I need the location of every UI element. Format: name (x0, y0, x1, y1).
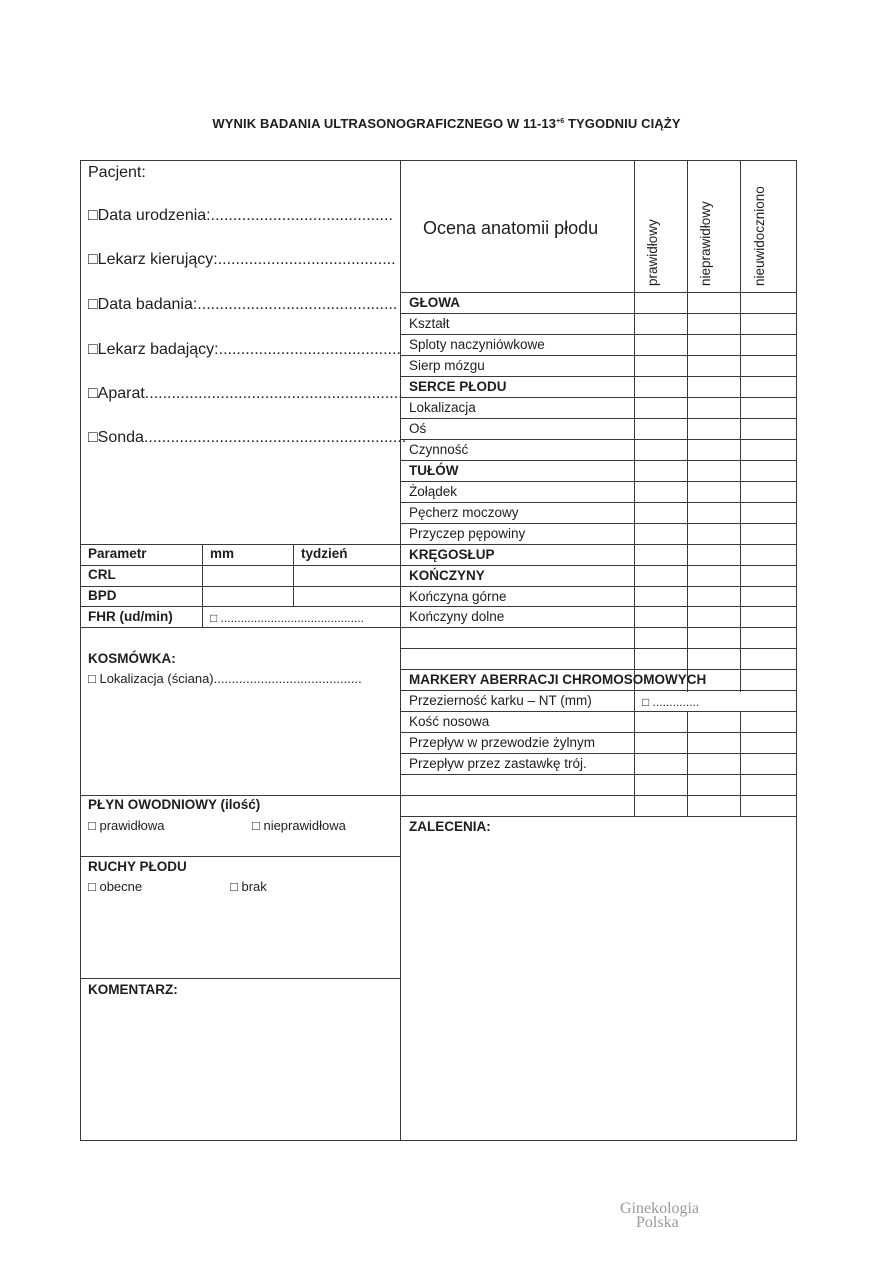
markers-header: MARKERY ABERRACJI CHROMOSOMOWYCH (409, 672, 707, 687)
col-abnormal: nieprawidłowy (698, 201, 713, 286)
title-main: WYNIK BADANIA ULTRASONOGRAFICZNEGO W 11-13 (212, 116, 557, 131)
title-superscript: +6 (556, 118, 565, 125)
row-bladder: Pęcherz moczowy (409, 505, 519, 520)
row-stomach: Żołądek (409, 484, 458, 499)
fhr-value-field[interactable]: □ ........................................... (210, 611, 364, 625)
amniotic-fluid-label: PŁYN OWODNIOWY (ilość) (88, 797, 261, 812)
row-limbs: KOŃCZYNY (409, 568, 485, 583)
row-trunk: TUŁÓW (409, 463, 459, 478)
amniotic-normal-checkbox[interactable]: □ prawidłowa (88, 818, 165, 833)
device-field[interactable]: □Aparat.......................................................... (88, 385, 403, 402)
row-shape: Kształt (409, 316, 450, 331)
movement-present-checkbox[interactable]: □ obecne (88, 879, 143, 894)
row-head: GŁOWA (409, 295, 460, 310)
row-location: Lokalizacja (409, 400, 476, 415)
birth-date-field[interactable]: □Data urodzenia:......................................... (88, 207, 393, 224)
row-tricuspid-flow: Przepływ przez zastawkę trój. (409, 756, 587, 771)
referring-doctor-field[interactable]: □Lekarz kierujący:........................................ (88, 251, 396, 268)
fetal-movement-label: RUCHY PŁODU (88, 859, 187, 874)
amniotic-abnormal-checkbox[interactable]: □ nieprawidłowa (252, 818, 346, 833)
mm-header: mm (210, 546, 235, 561)
patient-label: Pacjent: (88, 164, 146, 181)
nt-value-field[interactable]: □ .............. (642, 695, 700, 709)
bpd-label: BPD (88, 588, 117, 603)
row-nasal-bone: Kość nosowa (409, 714, 490, 729)
exam-date-field[interactable]: □Data badania:............................................. (88, 296, 398, 313)
title-tail: TYGODNIU CIĄŻY (564, 116, 681, 131)
col-not-visualized: nieuwidoczniono (752, 186, 767, 286)
col-normal: prawidłowy (645, 219, 660, 286)
logo-line2: Polska (636, 1214, 679, 1231)
row-axis: Oś (409, 421, 427, 436)
chorion-location-field[interactable]: □ Lokalizacja (ściana)......................................... (88, 671, 362, 686)
comment-area[interactable] (84, 1000, 396, 1136)
comment-label: KOMENTARZ: (88, 982, 178, 997)
row-activity: Czynność (409, 442, 469, 457)
fhr-label: FHR (ud/min) (88, 609, 173, 624)
logo-line1: Ginekologia (620, 1200, 700, 1217)
row-cord-insertion: Przyczep pępowiny (409, 526, 526, 541)
week-header: tydzień (301, 546, 348, 561)
row-spine: KRĘGOSŁUP (409, 547, 495, 562)
chorion-label: KOSMÓWKA: (88, 651, 176, 666)
crl-label: CRL (88, 567, 116, 582)
row-lower-limbs: Kończyny dolne (409, 609, 505, 624)
ginekologia-polska-logo (620, 1202, 699, 1230)
row-heart: SERCE PŁODU (409, 379, 507, 394)
page-title (0, 116, 893, 131)
param-header: Parametr (88, 546, 147, 561)
row-ductus-venosus: Przepływ w przewodzie żylnym (409, 735, 596, 750)
recommendations-area[interactable] (404, 838, 792, 1136)
recommendations-label: ZALECENIA: (409, 819, 491, 834)
examining-doctor-field[interactable]: □Lekarz badający:......................................... (88, 341, 401, 358)
anatomy-header: Ocena anatomii płodu (423, 218, 599, 238)
row-upper-limbs: Kończyna górne (409, 589, 507, 604)
row-falx: Sierp mózgu (409, 358, 485, 373)
probe-field[interactable]: □Sonda........................................................... (88, 429, 407, 446)
row-choroid-plexus: Sploty naczyniówkowe (409, 337, 545, 352)
movement-absent-checkbox[interactable]: □ brak (230, 879, 267, 894)
nt-label: Przezierność karku – NT (mm) (409, 693, 592, 708)
